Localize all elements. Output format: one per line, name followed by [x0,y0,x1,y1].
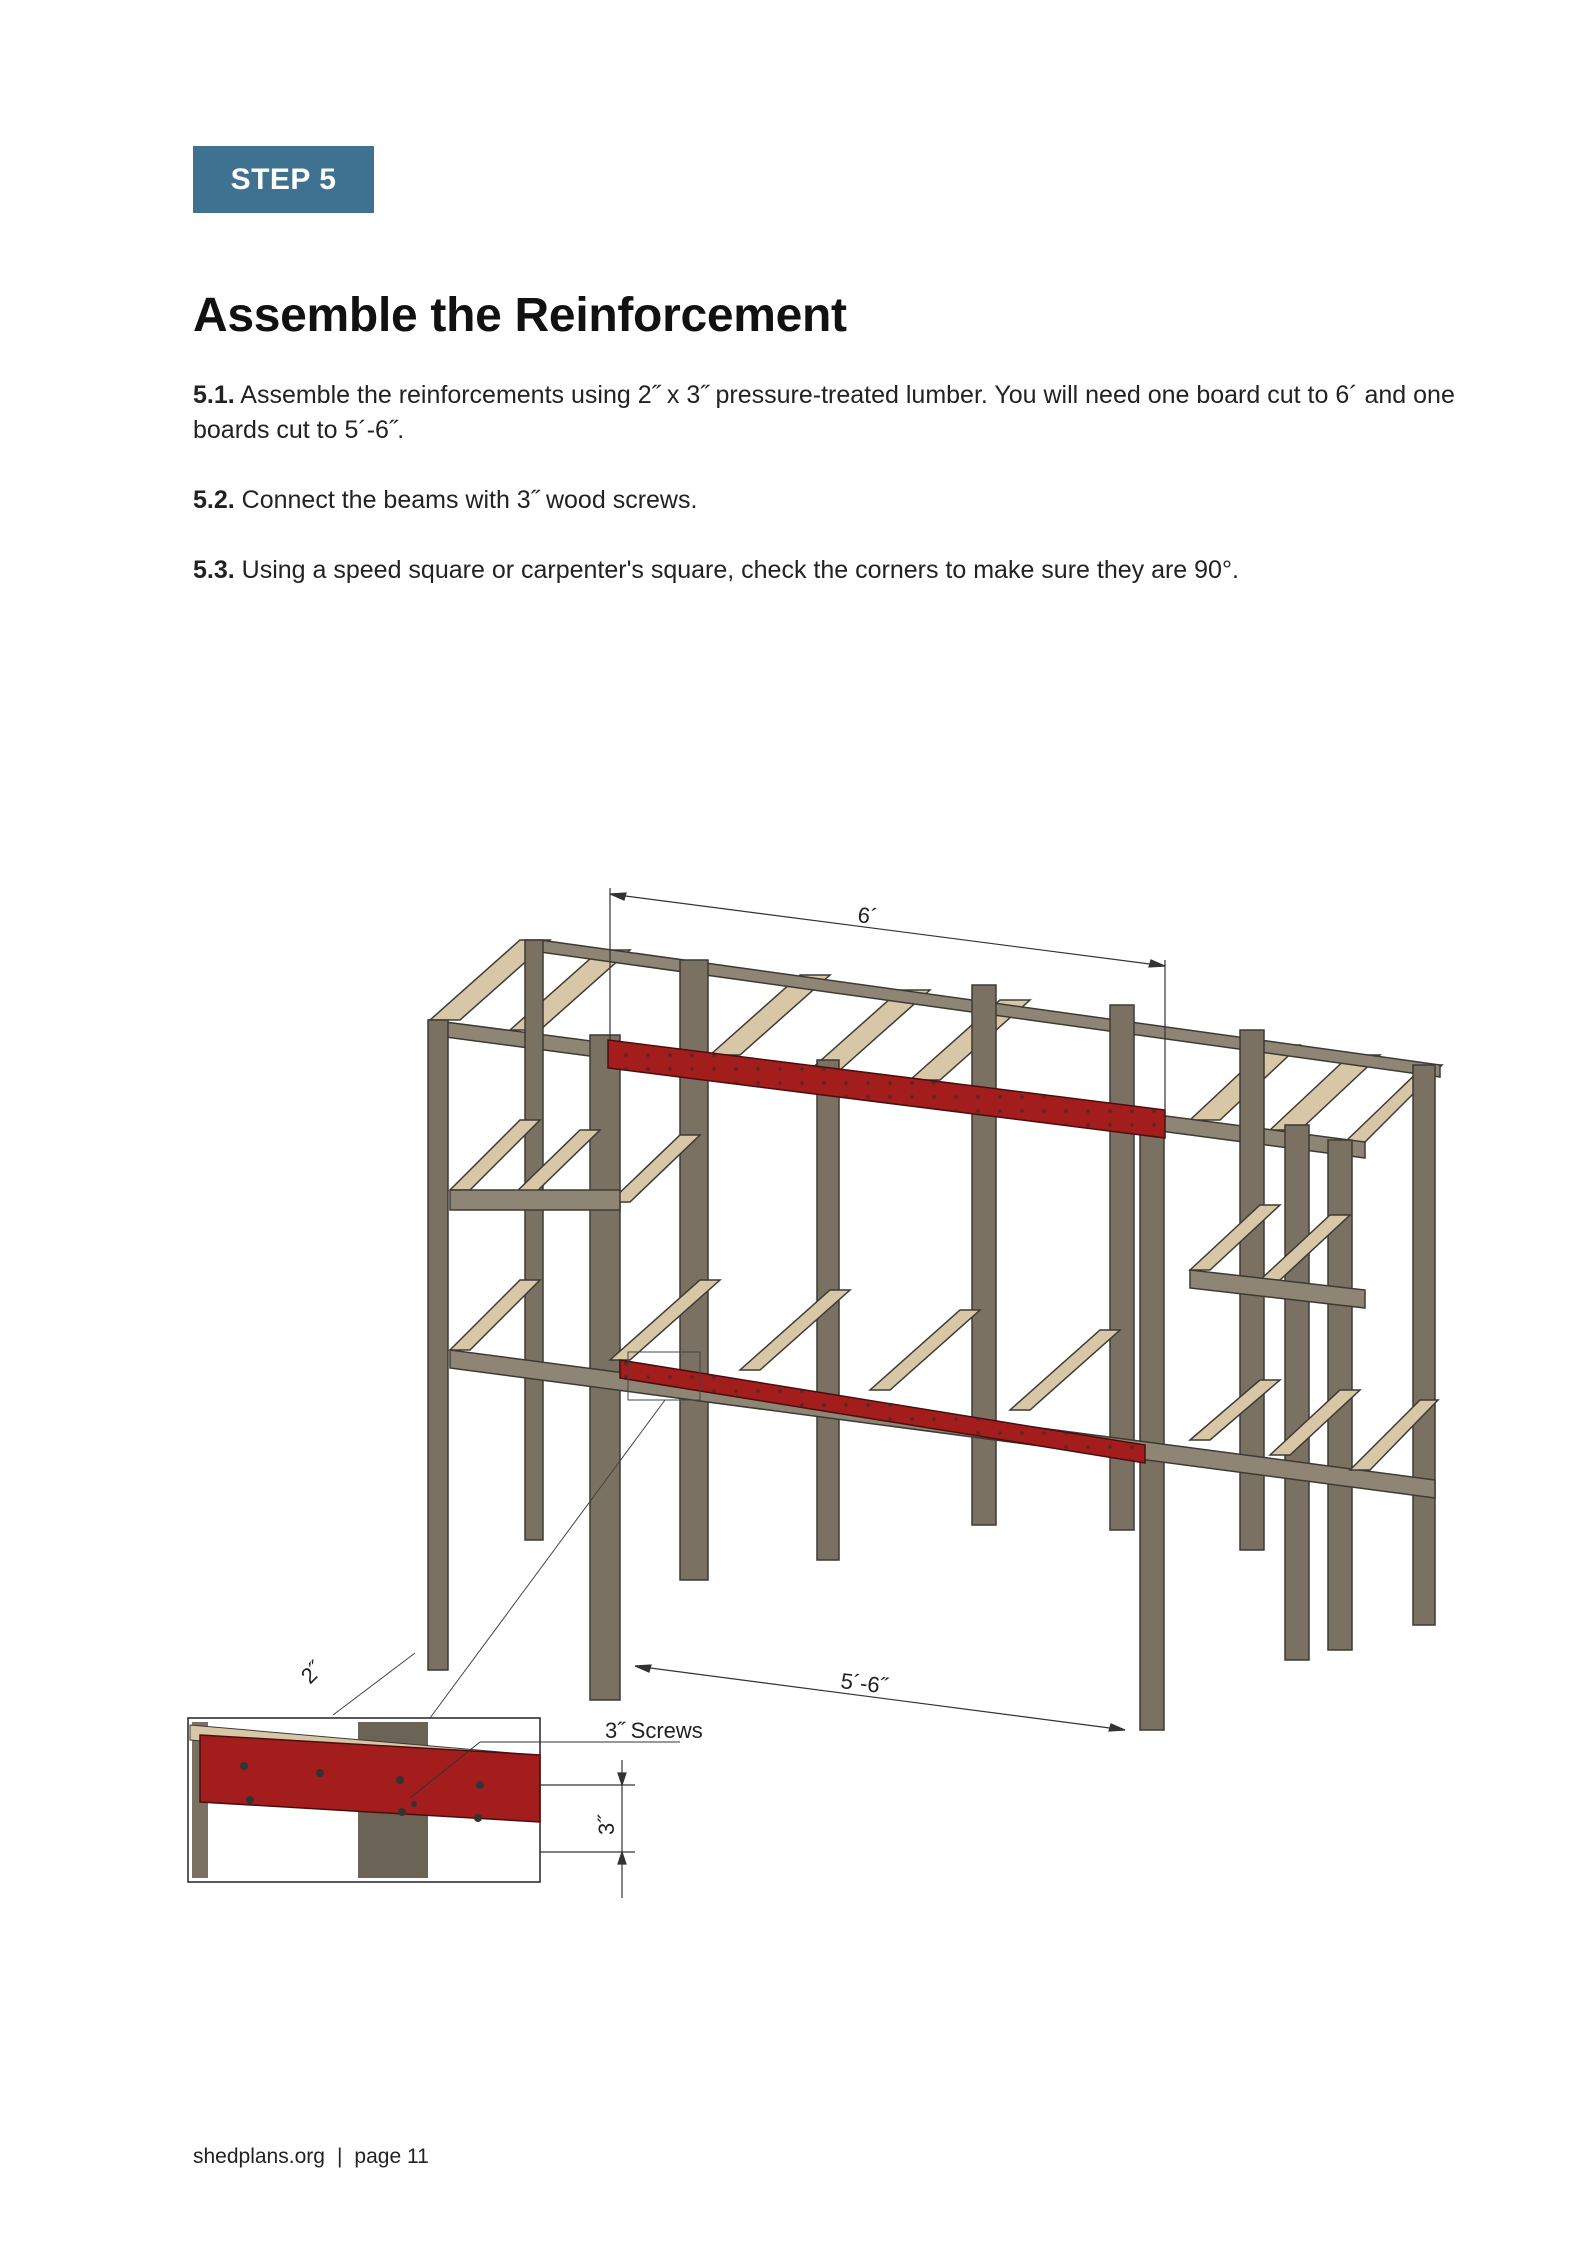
dimension-height [540,1760,635,1898]
dimension-width-label: 2˝ [295,1657,328,1689]
detail-leader [333,1352,700,1718]
instruction-text: Connect the beams with 3˝ wood screws. [241,486,698,514]
footer-site: shedplans.org [193,2145,325,2168]
detail-inset [188,1718,540,1882]
step-badge: STEP 5 [193,146,374,213]
instruction-number: 5.3. [193,556,235,584]
instruction-text: Using a speed square or carpenter's square, check the corners to make sure they are 90°. [241,556,1239,584]
instructions [193,378,1493,623]
dimension-bottom-label: 5´-6˝ [839,1668,889,1699]
instruction-5-3 [193,553,1493,588]
frame-assembly-diagram [180,880,1480,1940]
instruction-text: Assemble the reinforcements using 2˝ x 3˝ pressure-treated lumber. You will need one board cut to 6´ and one boards cut to 5´-6˝. [193,381,1455,444]
footer [193,2145,429,2169]
instruction-5-2 [193,483,1493,518]
screws-label: 3˝ Screws [605,1718,703,1743]
instruction-number: 5.1. [193,381,235,409]
footer-page: page 11 [354,2145,429,2168]
dimension-top-label: 6´ [856,902,879,930]
instruction-number: 5.2. [193,486,235,514]
page-title: Assemble the Reinforcement [193,289,847,342]
dimension-height-label: 3˝ [594,1815,619,1835]
instruction-5-1 [193,378,1493,448]
footer-separator: | [336,2145,343,2168]
